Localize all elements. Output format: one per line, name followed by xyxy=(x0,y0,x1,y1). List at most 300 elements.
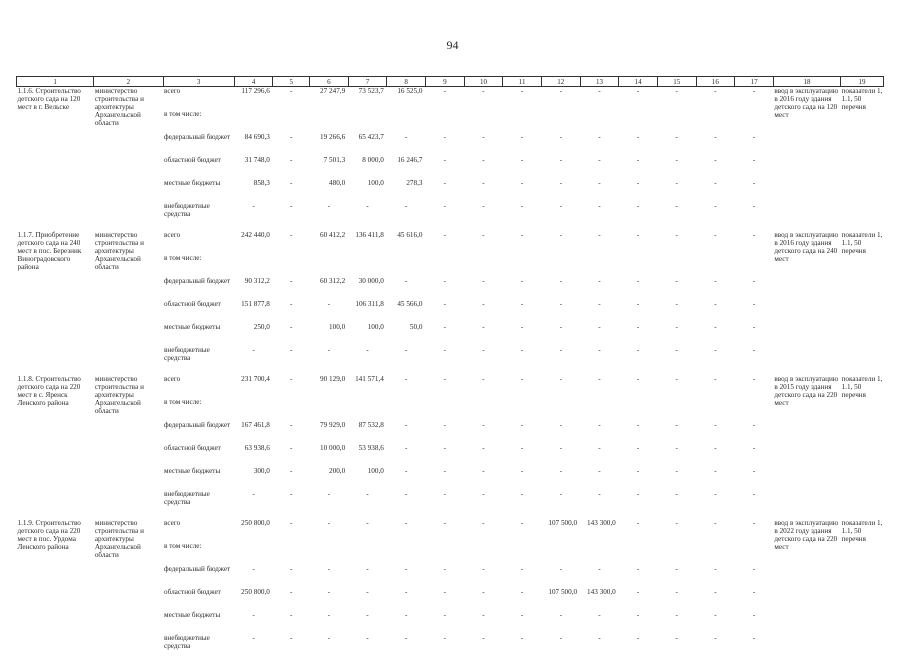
value-cell: - xyxy=(619,421,658,444)
value-cell xyxy=(234,110,273,133)
funding-source: в том числе: xyxy=(163,110,234,133)
column-number: 3 xyxy=(163,77,234,87)
value-cell: - xyxy=(503,87,542,111)
value-cell: - xyxy=(348,565,387,588)
value-cell: 858,3 xyxy=(234,179,273,202)
value-cell: 107 500,0 xyxy=(541,519,580,542)
indicator-cell: показатели 1, 1.1, 50 перечня xyxy=(841,87,884,226)
value-cell xyxy=(580,254,619,277)
value-cell: - xyxy=(541,300,580,323)
value-cell: 60 312,2 xyxy=(310,277,349,300)
value-cell: - xyxy=(503,202,542,225)
value-cell: - xyxy=(657,179,696,202)
column-number: 9 xyxy=(425,77,464,87)
value-cell: 73 523,7 xyxy=(348,87,387,111)
value-cell: - xyxy=(735,323,774,346)
value-cell: - xyxy=(464,156,503,179)
funding-source: в том числе: xyxy=(163,254,234,277)
value-cell: - xyxy=(657,323,696,346)
value-cell: - xyxy=(387,277,426,300)
value-cell: - xyxy=(464,421,503,444)
value-cell: - xyxy=(580,375,619,398)
funding-source: внебюджетные средства xyxy=(163,634,234,657)
funding-source: местные бюджеты xyxy=(163,179,234,202)
value-cell: - xyxy=(619,565,658,588)
value-cell: - xyxy=(541,421,580,444)
value-cell: 151 877,8 xyxy=(234,300,273,323)
indicator-cell: показатели 1, 1.1, 50 перечня xyxy=(841,519,884,657)
value-cell: 27 247,9 xyxy=(310,87,349,111)
value-cell: - xyxy=(696,519,735,542)
value-cell: - xyxy=(580,421,619,444)
value-cell: 250 800,0 xyxy=(234,588,273,611)
value-cell xyxy=(735,542,774,565)
value-cell: - xyxy=(619,588,658,611)
value-cell: 45 616,0 xyxy=(387,231,426,254)
value-cell: - xyxy=(657,588,696,611)
value-cell: - xyxy=(464,346,503,369)
value-cell: - xyxy=(619,277,658,300)
value-cell: - xyxy=(541,231,580,254)
value-cell: - xyxy=(735,421,774,444)
value-cell: - xyxy=(234,565,273,588)
value-cell: - xyxy=(541,156,580,179)
value-cell: - xyxy=(735,346,774,369)
value-cell: - xyxy=(425,346,464,369)
value-cell: - xyxy=(234,611,273,634)
value-cell: 100,0 xyxy=(348,323,387,346)
value-cell: - xyxy=(696,277,735,300)
value-cell: - xyxy=(273,87,310,111)
value-cell: 7 501,3 xyxy=(310,156,349,179)
value-cell: - xyxy=(619,444,658,467)
value-cell: - xyxy=(580,202,619,225)
value-cell: 87 532,8 xyxy=(348,421,387,444)
funding-source: всего xyxy=(163,231,234,254)
value-cell: - xyxy=(541,323,580,346)
value-cell: - xyxy=(619,87,658,111)
value-cell: - xyxy=(696,133,735,156)
funding-source: местные бюджеты xyxy=(163,611,234,634)
value-cell: - xyxy=(735,444,774,467)
value-cell xyxy=(310,542,349,565)
value-cell xyxy=(234,542,273,565)
value-cell: - xyxy=(580,277,619,300)
value-cell: - xyxy=(273,634,310,657)
value-cell: - xyxy=(503,588,542,611)
value-cell: - xyxy=(580,156,619,179)
value-cell: - xyxy=(619,202,658,225)
value-cell xyxy=(387,542,426,565)
funding-source: федеральный бюджет xyxy=(163,133,234,156)
value-cell: - xyxy=(580,565,619,588)
value-cell: - xyxy=(464,87,503,111)
value-cell: 16 246,7 xyxy=(387,156,426,179)
value-cell xyxy=(387,110,426,133)
value-cell: - xyxy=(580,300,619,323)
value-cell: - xyxy=(657,611,696,634)
funding-source: всего xyxy=(163,87,234,111)
value-cell: - xyxy=(273,490,310,513)
value-cell: - xyxy=(541,346,580,369)
value-cell: - xyxy=(657,277,696,300)
value-cell: - xyxy=(464,565,503,588)
value-cell: 8 000,0 xyxy=(348,156,387,179)
value-cell: - xyxy=(464,611,503,634)
table-row xyxy=(17,231,884,254)
value-cell: - xyxy=(387,202,426,225)
value-cell: 31 748,0 xyxy=(234,156,273,179)
value-cell: 100,0 xyxy=(310,323,349,346)
value-cell: - xyxy=(619,375,658,398)
value-cell: 231 700,4 xyxy=(234,375,273,398)
value-cell: 90 312,2 xyxy=(234,277,273,300)
value-cell: - xyxy=(503,179,542,202)
value-cell: - xyxy=(657,231,696,254)
value-cell: 141 571,4 xyxy=(348,375,387,398)
value-cell: - xyxy=(541,87,580,111)
value-cell: - xyxy=(541,634,580,657)
value-cell xyxy=(273,110,310,133)
value-cell: - xyxy=(348,634,387,657)
funding-source: федеральный бюджет xyxy=(163,565,234,588)
value-cell: - xyxy=(580,87,619,111)
table-row xyxy=(17,519,884,542)
value-cell xyxy=(425,398,464,421)
value-cell: - xyxy=(310,300,349,323)
value-cell: - xyxy=(580,346,619,369)
value-cell xyxy=(696,110,735,133)
value-cell: - xyxy=(234,634,273,657)
value-cell: - xyxy=(310,588,349,611)
value-cell: - xyxy=(425,300,464,323)
value-cell: 300,0 xyxy=(234,467,273,490)
value-cell xyxy=(696,542,735,565)
value-cell: - xyxy=(657,634,696,657)
value-cell xyxy=(503,254,542,277)
value-cell: - xyxy=(580,611,619,634)
value-cell: 100,0 xyxy=(348,467,387,490)
value-cell: - xyxy=(273,202,310,225)
funding-source: местные бюджеты xyxy=(163,467,234,490)
value-cell xyxy=(464,254,503,277)
funding-source: федеральный бюджет xyxy=(163,421,234,444)
value-cell xyxy=(657,254,696,277)
value-cell: - xyxy=(735,179,774,202)
column-number: 10 xyxy=(464,77,503,87)
value-cell: - xyxy=(735,490,774,513)
funding-source: в том числе: xyxy=(163,398,234,421)
value-cell: - xyxy=(464,277,503,300)
value-cell: - xyxy=(503,375,542,398)
executor-cell: министерство строительства и архитектуры Архангельской области xyxy=(94,231,163,369)
value-cell: - xyxy=(735,467,774,490)
value-cell xyxy=(310,398,349,421)
value-cell: - xyxy=(387,467,426,490)
value-cell: - xyxy=(503,277,542,300)
value-cell: - xyxy=(735,519,774,542)
value-cell: - xyxy=(541,444,580,467)
value-cell: - xyxy=(657,375,696,398)
value-cell: - xyxy=(273,323,310,346)
value-cell: - xyxy=(464,133,503,156)
column-number: 11 xyxy=(503,77,542,87)
value-cell: - xyxy=(273,565,310,588)
value-cell: - xyxy=(580,231,619,254)
program-table xyxy=(16,76,884,657)
value-cell: - xyxy=(657,300,696,323)
value-cell: - xyxy=(273,611,310,634)
funding-source: всего xyxy=(163,519,234,542)
value-cell xyxy=(541,398,580,421)
value-cell: - xyxy=(310,519,349,542)
value-cell: - xyxy=(541,179,580,202)
value-cell: - xyxy=(425,634,464,657)
result-cell: ввод в эксплуатацию в 2022 году здания детского сада на 220 мест xyxy=(773,519,840,657)
value-cell xyxy=(657,110,696,133)
value-cell xyxy=(696,254,735,277)
value-cell: - xyxy=(425,375,464,398)
value-cell: - xyxy=(619,179,658,202)
value-cell: 45 566,0 xyxy=(387,300,426,323)
value-cell xyxy=(273,398,310,421)
indicator-cell: показатели 1, 1.1, 50 перечня xyxy=(841,231,884,369)
object-cell: 1.1.8. Строительство детского сада на 220 мест в с. Яренск Ленского района xyxy=(17,375,94,513)
value-cell: - xyxy=(619,346,658,369)
value-cell: - xyxy=(541,133,580,156)
value-cell xyxy=(541,254,580,277)
value-cell: - xyxy=(735,277,774,300)
value-cell: - xyxy=(503,467,542,490)
value-cell xyxy=(657,542,696,565)
value-cell xyxy=(503,398,542,421)
value-cell: - xyxy=(273,133,310,156)
value-cell xyxy=(580,398,619,421)
value-cell: - xyxy=(735,87,774,111)
value-cell: - xyxy=(657,490,696,513)
value-cell: - xyxy=(425,467,464,490)
value-cell: - xyxy=(541,375,580,398)
value-cell xyxy=(348,254,387,277)
value-cell: 90 129,0 xyxy=(310,375,349,398)
value-cell: - xyxy=(464,588,503,611)
value-cell: - xyxy=(696,467,735,490)
column-number: 18 xyxy=(773,77,840,87)
table-row xyxy=(17,375,884,398)
value-cell: - xyxy=(273,179,310,202)
value-cell: - xyxy=(541,565,580,588)
funding-source: местные бюджеты xyxy=(163,323,234,346)
value-cell: - xyxy=(425,444,464,467)
value-cell: - xyxy=(696,588,735,611)
value-cell: - xyxy=(696,300,735,323)
column-number: 13 xyxy=(580,77,619,87)
column-number: 6 xyxy=(310,77,349,87)
column-number-row xyxy=(17,77,884,87)
value-cell: - xyxy=(464,634,503,657)
value-cell: 50,0 xyxy=(387,323,426,346)
executor-cell: министерство строительства и архитектуры Архангельской области xyxy=(94,87,163,226)
value-cell: 65 423,7 xyxy=(348,133,387,156)
value-cell: 143 300,0 xyxy=(580,588,619,611)
value-cell: - xyxy=(696,156,735,179)
value-cell: 107 500,0 xyxy=(541,588,580,611)
value-cell: 242 440,0 xyxy=(234,231,273,254)
value-cell: - xyxy=(234,202,273,225)
value-cell: - xyxy=(464,519,503,542)
funding-source: в том числе: xyxy=(163,542,234,565)
column-number: 4 xyxy=(234,77,273,87)
value-cell: - xyxy=(425,588,464,611)
value-cell xyxy=(464,542,503,565)
value-cell: - xyxy=(503,565,542,588)
value-cell: - xyxy=(696,202,735,225)
value-cell: 16 525,0 xyxy=(387,87,426,111)
executor-cell: министерство строительства и архитектуры Архангельской области xyxy=(94,519,163,657)
value-cell: 19 266,6 xyxy=(310,133,349,156)
value-cell: - xyxy=(273,519,310,542)
value-cell: - xyxy=(273,300,310,323)
value-cell: - xyxy=(696,231,735,254)
value-cell: - xyxy=(619,611,658,634)
value-cell: - xyxy=(503,133,542,156)
value-cell xyxy=(425,542,464,565)
value-cell: - xyxy=(464,444,503,467)
value-cell xyxy=(503,110,542,133)
value-cell: - xyxy=(273,588,310,611)
value-cell: 480,0 xyxy=(310,179,349,202)
value-cell: - xyxy=(735,202,774,225)
value-cell: - xyxy=(541,277,580,300)
value-cell: - xyxy=(310,490,349,513)
value-cell: - xyxy=(387,565,426,588)
value-cell: - xyxy=(657,133,696,156)
table-body xyxy=(17,87,884,657)
value-cell: 167 461,8 xyxy=(234,421,273,444)
value-cell: - xyxy=(696,323,735,346)
object-cell: 1.1.9. Строительство детского сада на 220 мест в пос. Урдома Ленского района xyxy=(17,519,94,657)
funding-source: внебюджетные средства xyxy=(163,346,234,369)
value-cell: - xyxy=(619,467,658,490)
value-cell: - xyxy=(657,421,696,444)
funding-source: областной бюджет xyxy=(163,156,234,179)
value-cell: - xyxy=(387,634,426,657)
value-cell: - xyxy=(425,323,464,346)
value-cell: - xyxy=(387,346,426,369)
value-cell: - xyxy=(580,444,619,467)
value-cell: - xyxy=(657,519,696,542)
value-cell: - xyxy=(735,611,774,634)
column-number: 7 xyxy=(348,77,387,87)
value-cell: - xyxy=(619,519,658,542)
value-cell: - xyxy=(657,156,696,179)
value-cell xyxy=(619,110,658,133)
value-cell xyxy=(503,542,542,565)
column-number: 1 xyxy=(17,77,94,87)
value-cell: - xyxy=(696,611,735,634)
value-cell: - xyxy=(273,421,310,444)
value-cell: - xyxy=(503,323,542,346)
value-cell xyxy=(541,110,580,133)
value-cell: - xyxy=(503,490,542,513)
value-cell xyxy=(425,110,464,133)
value-cell: - xyxy=(696,565,735,588)
value-cell xyxy=(619,398,658,421)
column-number: 12 xyxy=(541,77,580,87)
value-cell xyxy=(657,398,696,421)
value-cell: - xyxy=(464,300,503,323)
value-cell xyxy=(387,254,426,277)
value-cell: 53 938,6 xyxy=(348,444,387,467)
value-cell: - xyxy=(348,490,387,513)
value-cell xyxy=(464,110,503,133)
value-cell: - xyxy=(696,375,735,398)
value-cell: - xyxy=(425,421,464,444)
value-cell xyxy=(310,254,349,277)
value-cell: - xyxy=(735,375,774,398)
value-cell: - xyxy=(696,179,735,202)
value-cell: 60 412,2 xyxy=(310,231,349,254)
value-cell: - xyxy=(425,231,464,254)
value-cell xyxy=(580,110,619,133)
value-cell: 106 311,8 xyxy=(348,300,387,323)
page-number: 94 xyxy=(0,38,905,53)
value-cell: - xyxy=(425,156,464,179)
value-cell: - xyxy=(387,444,426,467)
value-cell: - xyxy=(503,300,542,323)
value-cell xyxy=(273,254,310,277)
value-cell: - xyxy=(619,231,658,254)
indicator-cell: показатели 1, 1.1, 50 перечня xyxy=(841,375,884,513)
value-cell: - xyxy=(657,202,696,225)
value-cell: - xyxy=(580,634,619,657)
value-cell: - xyxy=(580,467,619,490)
value-cell: - xyxy=(696,444,735,467)
value-cell xyxy=(387,398,426,421)
value-cell: - xyxy=(657,467,696,490)
value-cell: - xyxy=(541,611,580,634)
value-cell xyxy=(735,110,774,133)
value-cell: - xyxy=(425,277,464,300)
value-cell: - xyxy=(503,346,542,369)
value-cell: 136 411,8 xyxy=(348,231,387,254)
value-cell: - xyxy=(464,467,503,490)
value-cell: - xyxy=(425,565,464,588)
value-cell: - xyxy=(657,346,696,369)
value-cell: - xyxy=(503,519,542,542)
value-cell: - xyxy=(696,421,735,444)
column-number: 8 xyxy=(387,77,426,87)
value-cell: - xyxy=(503,611,542,634)
value-cell: 143 300,0 xyxy=(580,519,619,542)
value-cell: - xyxy=(503,421,542,444)
value-cell: - xyxy=(580,179,619,202)
value-cell: 250 800,0 xyxy=(234,519,273,542)
value-cell: - xyxy=(273,444,310,467)
value-cell: - xyxy=(425,490,464,513)
value-cell: - xyxy=(735,565,774,588)
value-cell: - xyxy=(273,277,310,300)
value-cell: - xyxy=(387,375,426,398)
value-cell: - xyxy=(273,231,310,254)
value-cell: - xyxy=(310,634,349,657)
value-cell: - xyxy=(387,133,426,156)
value-cell xyxy=(348,398,387,421)
table-row xyxy=(17,87,884,111)
value-cell: - xyxy=(464,179,503,202)
value-cell: - xyxy=(387,421,426,444)
column-number: 14 xyxy=(619,77,658,87)
